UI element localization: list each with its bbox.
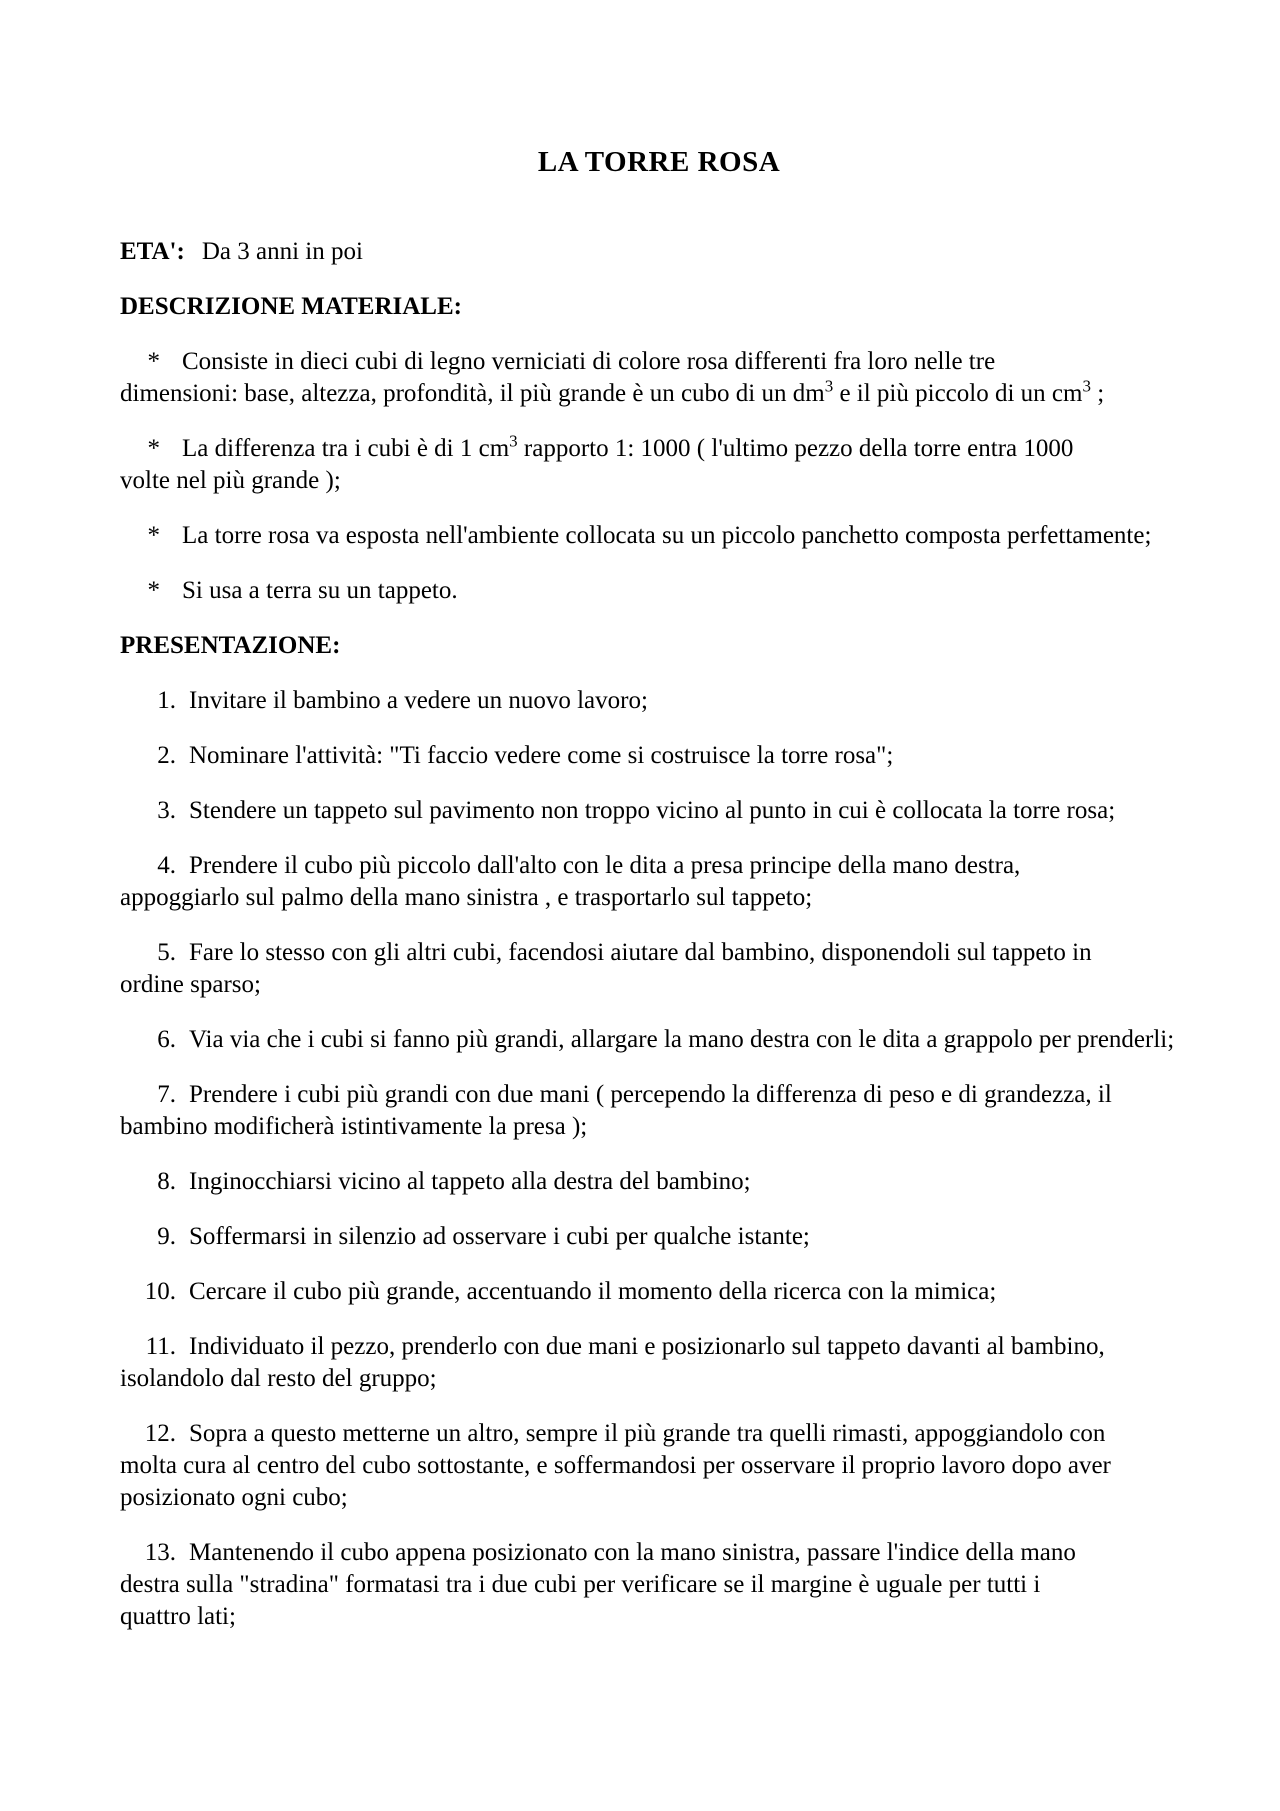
eta-value: Da 3 anni in poi [201, 238, 363, 265]
item-text: Sopra a questo metterne un altro, sempre il più grande tra quelli rimasti, appoggiandolo con molta cura al centro del cubo sottostante, e soffermandosi per osservare il proprio lavoro dopo aver posizionato ogni cubo; [120, 1420, 1111, 1511]
item-number: 13. [144, 1539, 176, 1566]
eta-line [120, 236, 1198, 268]
item-text: Fare lo stesso con gli altri cubi, facendosi aiutare dal bambino, disponendoli sul tappeto in ordine sparso; [120, 939, 1092, 998]
superscript-exponent: 3 [1082, 376, 1091, 396]
item-text: Mantenendo il cubo appena posizionato con la mano sinistra, passare l'indice della mano destra sulla "stradina" formatasi tra i due cubi per verificare se il margine è uguale per tutti i quattro lati; [120, 1539, 1076, 1630]
presentazione-item [120, 850, 1198, 914]
item-text: Inginocchiarsi vicino al tappeto alla destra del bambino; [189, 1168, 751, 1195]
item-number: 3. [157, 797, 176, 824]
item-number: 1. [157, 687, 176, 714]
asterisk-marker: * [147, 577, 160, 604]
presentazione-item [120, 1166, 1198, 1198]
presentazione-item [120, 795, 1198, 827]
item-text: Invitare il bambino a vedere un nuovo lavoro; [189, 687, 648, 714]
presentazione-item [120, 1079, 1198, 1143]
item-text: Soffermarsi in silenzio ad osservare i cubi per qualche istante; [189, 1223, 810, 1250]
item-text: Nominare l'attività: "Ti faccio vedere come si costruisce la torre rosa"; [189, 742, 894, 769]
asterisk-marker: * [147, 522, 160, 549]
item-text: Individuato il pezzo, prenderlo con due mani e posizionarlo sul tappeto davanti al bambino, isolandolo dal resto del gruppo; [120, 1333, 1105, 1392]
superscript-exponent: 3 [824, 376, 834, 396]
item-number: 10. [144, 1278, 176, 1305]
presentazione-item [120, 740, 1198, 772]
asterisk-marker: * [147, 348, 160, 375]
item-text: Cercare il cubo più grande, accentuando il momento della ricerca con la mimica; [189, 1278, 997, 1305]
presentazione-item [120, 1221, 1198, 1253]
presentazione-item [120, 1418, 1198, 1514]
item-number: 5. [157, 939, 176, 966]
descrizione-heading: DESCRIZIONE MATERIALE: [120, 293, 462, 320]
item-text: Via via che i cubi si fanno più grandi, allargare la mano destra con le dita a grappolo per prenderli; [189, 1026, 1175, 1053]
descrizione-bullet [120, 575, 1198, 607]
presentazione-item [120, 1331, 1198, 1395]
presentazione-item [120, 1276, 1198, 1308]
presentazione-item [120, 937, 1198, 1001]
presentazione-numbered-list [120, 685, 1198, 1633]
item-number: 7. [157, 1081, 176, 1108]
descrizione-bullet-list [120, 346, 1198, 607]
item-number: 6. [157, 1026, 176, 1053]
asterisk-marker: * [147, 435, 160, 462]
descrizione-bullet [120, 433, 1198, 497]
item-number: 8. [157, 1168, 176, 1195]
superscript-exponent: 3 [509, 431, 518, 451]
item-number: 9. [157, 1223, 176, 1250]
descrizione-bullet [120, 520, 1198, 552]
presentazione-item [120, 1537, 1198, 1633]
eta-label: ETA': [120, 238, 185, 265]
presentazione-item [120, 1024, 1198, 1056]
item-number: 12. [144, 1420, 176, 1447]
item-number: 11. [145, 1333, 176, 1360]
item-text: Prendere i cubi più grandi con due mani ( percependo la differenza di peso e di grandezza, il bambino modificherà istintivamente la presa ); [120, 1081, 1112, 1140]
item-text: Prendere il cubo più piccolo dall'alto con le dita a presa principe della mano destra, appoggiarlo sul palmo della mano sinistra , e trasportarlo sul tappeto; [120, 852, 1021, 911]
presentazione-item [120, 685, 1198, 717]
bullet-text: Si usa a terra su un tappeto. [182, 577, 458, 604]
bullet-text: La differenza tra i cubi è di 1 $cm^3$ rapporto 1: 1000 ( l'ultimo pezzo della torre entra 1000 volte nel più grande ); [120, 431, 1074, 494]
bullet-text: Consiste in dieci cubi di legno verniciati di colore rosa differenti fra loro nelle tre dimensioni: base, altezza, profondità, il più grande è un cubo di un $dm^3$ e il più piccolo di un $cm^3$ ; [120, 348, 1105, 407]
presentazione-heading: PRESENTAZIONE: [120, 632, 341, 659]
item-number: 2. [157, 742, 176, 769]
descrizione-bullet [120, 346, 1198, 410]
item-text: Stendere un tappeto sul pavimento non troppo vicino al punto in cui è collocata la torre rosa; [189, 797, 1116, 824]
bullet-text: La torre rosa va esposta nell'ambiente collocata su un piccolo panchetto composta perfettamente; [182, 522, 1152, 549]
document-title: LA TORRE ROSA [537, 146, 781, 178]
item-number: 4. [157, 852, 176, 879]
